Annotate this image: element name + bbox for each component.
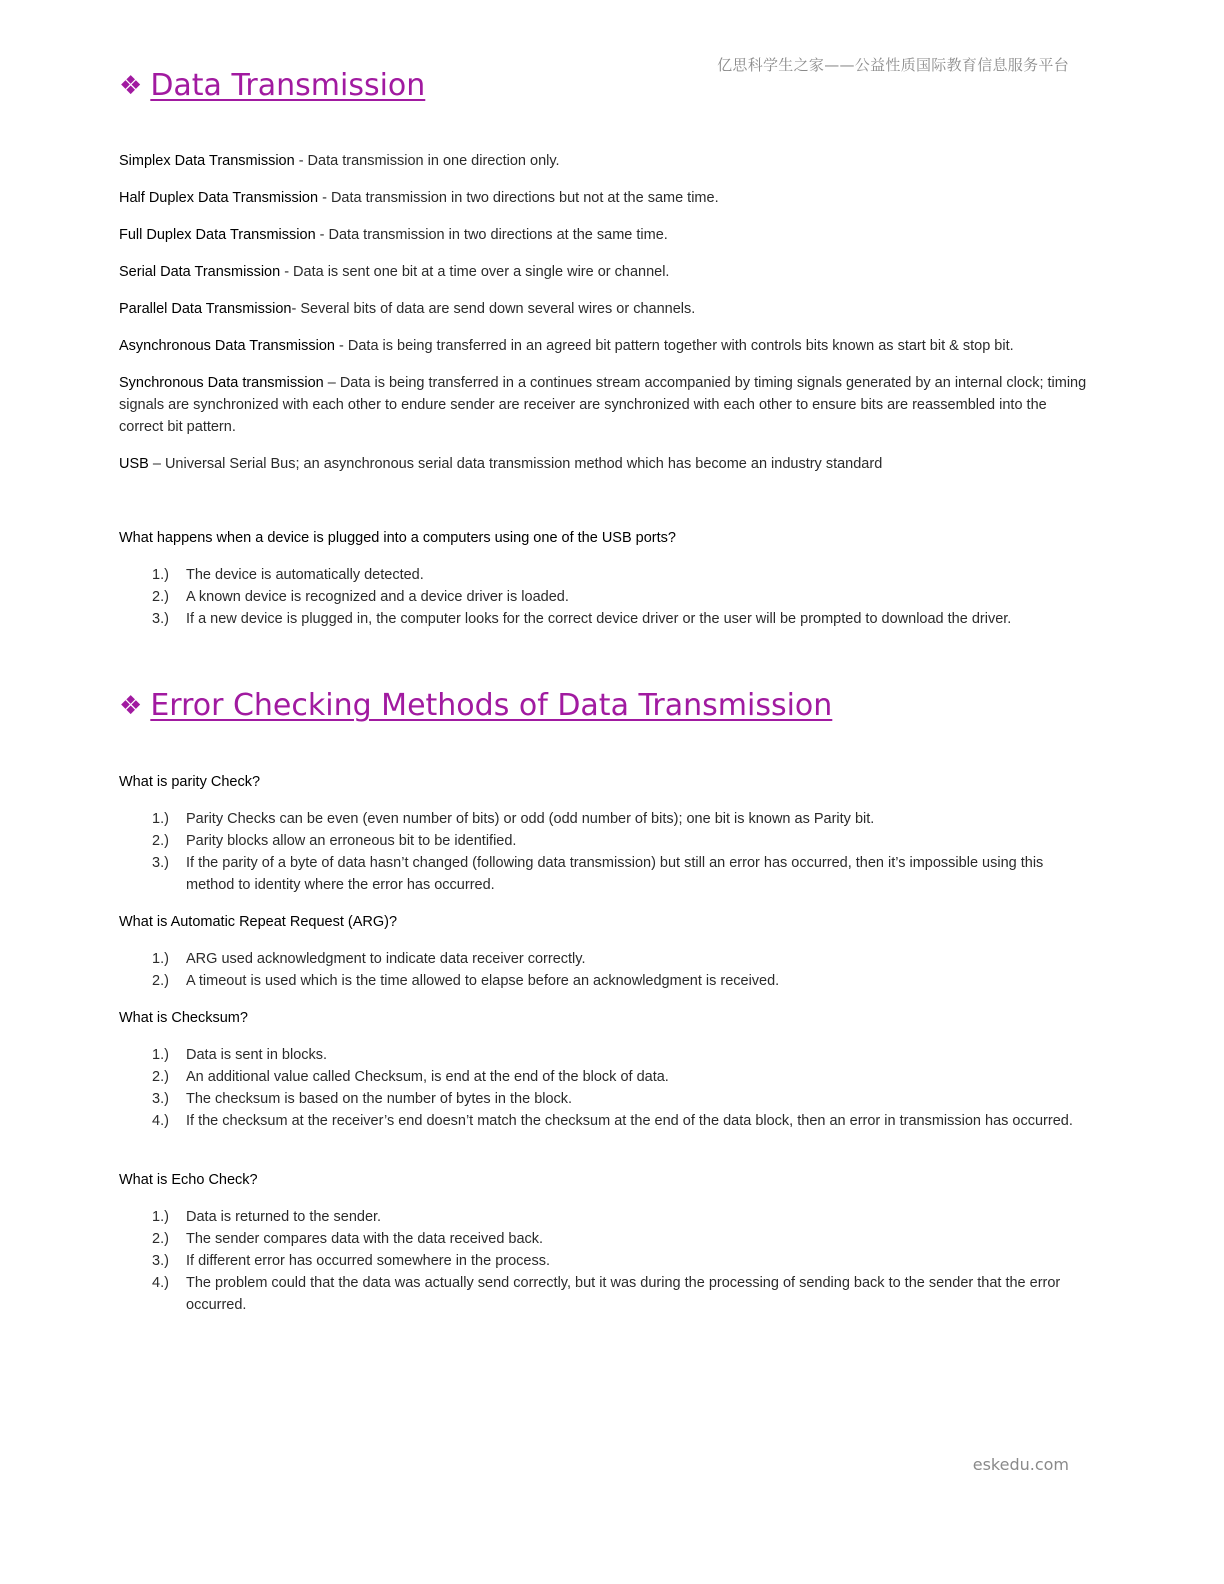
list-number: 3.): [152, 1253, 169, 1269]
definition-usb: [119, 453, 1094, 475]
list-text: Parity blocks allow an erroneous bit to be identified.: [186, 833, 517, 849]
list-number: 2.): [152, 1231, 169, 1247]
list-number: 3.): [152, 1091, 169, 1107]
list-number: 2.): [152, 973, 169, 989]
definition-text: - Data is being transferred in an agreed bit pattern together with controls bits known as start bit & stop bit.: [335, 338, 1014, 354]
list-number: 1.): [152, 951, 169, 967]
list-item: [119, 586, 1094, 608]
definition-asynchronous: [119, 335, 1094, 357]
arq-list: [119, 948, 1094, 992]
question-usb: What happens when a device is plugged into a computers using one of the USB ports?: [119, 530, 676, 546]
definition-term: Asynchronous Data Transmission: [119, 338, 335, 354]
list-number: 2.): [152, 833, 169, 849]
question-arq: What is Automatic Repeat Request (ARG)?: [119, 914, 398, 930]
definition-text: - Data transmission in two directions but not at the same time.: [318, 190, 719, 206]
list-number: 2.): [152, 589, 169, 605]
footer-note: eskedu.com: [972, 1455, 1069, 1474]
list-text: A known device is recognized and a device driver is loaded.: [186, 589, 569, 605]
list-item: [119, 1044, 1094, 1066]
list-text: The device is automatically detected.: [186, 567, 424, 583]
definition-term: Parallel Data Transmission: [119, 301, 292, 317]
list-text: ARG used acknowledgment to indicate data receiver correctly.: [186, 951, 586, 967]
definition-half-duplex: [119, 187, 1094, 209]
definition-text: - Data is sent one bit at a time over a single wire or channel.: [280, 264, 670, 280]
echo-list: [119, 1206, 1094, 1316]
list-item: [119, 1206, 1094, 1228]
definition-serial: [119, 261, 1094, 283]
definition-synchronous: [119, 372, 1094, 438]
list-item: [119, 808, 1094, 830]
list-number: 1.): [152, 811, 169, 827]
list-text: The checksum is based on the number of bytes in the block.: [186, 1091, 573, 1107]
list-item: [119, 830, 1094, 852]
list-item: [119, 1066, 1094, 1088]
definition-parallel: [119, 298, 1094, 320]
list-item: [119, 1250, 1094, 1272]
list-item: [119, 1088, 1094, 1110]
definition-term: USB: [119, 456, 149, 472]
section-title: Error Checking Methods of Data Transmission: [150, 688, 833, 723]
question-echo: What is Echo Check?: [119, 1172, 258, 1188]
diamond-bullet-icon: ❖: [119, 690, 143, 721]
definition-term: Half Duplex Data Transmission: [119, 190, 319, 206]
definition-text: – Universal Serial Bus; an asynchronous serial data transmission method which has become an industry standard: [148, 456, 883, 472]
list-text: An additional value called Checksum, is end at the end of the block of data.: [186, 1069, 669, 1085]
list-item: [119, 1272, 1094, 1316]
list-item: [119, 564, 1094, 586]
list-text: Data is sent in blocks.: [186, 1047, 328, 1063]
definition-text: - Data transmission in two directions at the same time.: [315, 227, 668, 243]
list-number: 1.): [152, 1209, 169, 1225]
list-text: If the checksum at the receiver’s end doesn’t match the checksum at the end of the data block, then an error in transmission has occurred.: [186, 1113, 1073, 1129]
question-checksum: What is Checksum?: [119, 1010, 248, 1026]
definition-term: Serial Data Transmission: [119, 264, 281, 280]
parity-list: [119, 808, 1094, 896]
question-parity: What is parity Check?: [119, 774, 261, 790]
definition-full-duplex: [119, 224, 1094, 246]
list-text: The sender compares data with the data received back.: [186, 1231, 544, 1247]
definition-text: - Data transmission in one direction only.: [294, 153, 560, 169]
list-number: 1.): [152, 567, 169, 583]
list-number: 2.): [152, 1069, 169, 1085]
section-heading-error-checking: [119, 688, 832, 723]
list-text: If the parity of a byte of data hasn’t changed (following data transmission) but still an error has occurred, then it’s impossible using this method to identity where the error has occurred.: [186, 855, 1044, 893]
list-text: Data is returned to the sender.: [186, 1209, 382, 1225]
definition-simplex: [119, 150, 1094, 172]
list-item: [119, 1110, 1094, 1132]
list-number: 1.): [152, 1047, 169, 1063]
definition-text: – Data is being transferred in a continues stream accompanied by timing signals generated by an internal clock; timing signals are synchronized with each other to endure sender are receiver are synchronized with each other to ensure bits are reassembled into the correct bit pattern.: [119, 375, 1087, 435]
definition-term: Simplex Data Transmission: [119, 153, 295, 169]
section-heading-data-transmission: [119, 68, 425, 103]
list-text: The problem could that the data was actually send correctly, but it was during the processing of sending back to the sender that the error occurred.: [186, 1275, 1061, 1313]
section-title: Data Transmission: [150, 68, 426, 103]
header-note: 亿思科学生之家——公益性质国际教育信息服务平台: [717, 56, 1069, 74]
list-number: 3.): [152, 855, 169, 871]
list-text: If a new device is plugged in, the computer looks for the correct device driver or the user will be prompted to download the driver.: [186, 611, 1012, 627]
list-item: [119, 1228, 1094, 1250]
usb-steps-list: [119, 564, 1094, 630]
list-item: [119, 970, 1094, 992]
definition-term: Synchronous Data transmission: [119, 375, 324, 391]
diamond-bullet-icon: ❖: [119, 70, 143, 101]
list-text: If different error has occurred somewhere in the process.: [186, 1253, 551, 1269]
list-text: Parity Checks can be even (even number of bits) or odd (odd number of bits); one bit is known as Parity bit.: [186, 811, 875, 827]
definition-text: - Several bits of data are send down several wires or channels.: [291, 301, 696, 317]
list-number: 3.): [152, 611, 169, 627]
list-number: 4.): [152, 1113, 169, 1129]
list-item: [119, 852, 1094, 896]
definition-term: Full Duplex Data Transmission: [119, 227, 316, 243]
list-text: A timeout is used which is the time allowed to elapse before an acknowledgment is received.: [186, 973, 780, 989]
list-number: 4.): [152, 1275, 169, 1291]
list-item: [119, 608, 1094, 630]
list-item: [119, 948, 1094, 970]
checksum-list: [119, 1044, 1094, 1132]
